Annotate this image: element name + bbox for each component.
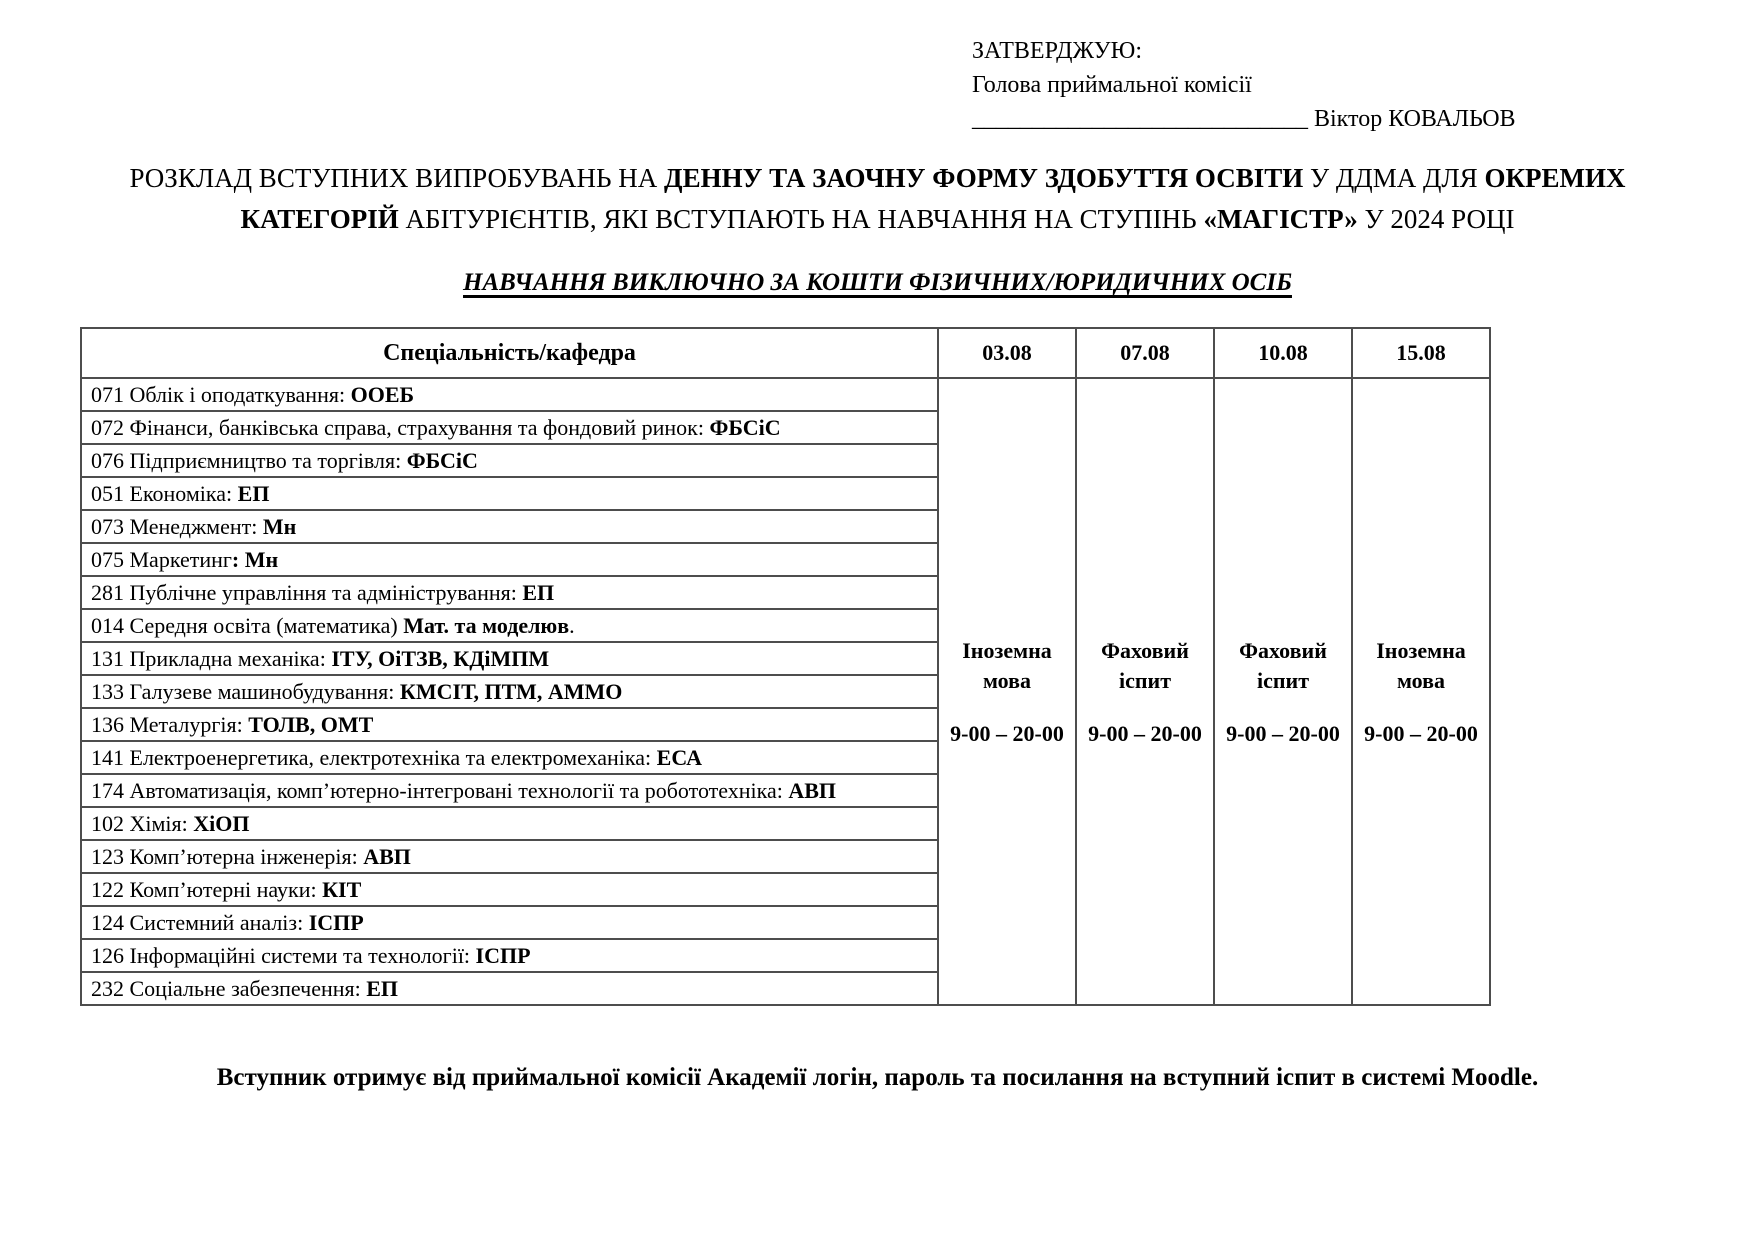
specialty-label: 136 Металургія: [91,711,249,737]
header-row [81,328,1490,378]
approval-heading: ЗАТВЕРДЖУЮ: [972,38,1142,64]
specialty-label: 133 Галузеве машинобудування: [91,678,400,704]
exam-name: Фаховий іспит [1239,638,1327,693]
page-title [98,158,1658,239]
specialty-cell [81,939,938,972]
exam-time: 9-00 – 20-00 [1226,721,1340,747]
specialty-cell [81,642,938,675]
specialty-cell [81,906,938,939]
specialty-cell [81,609,938,642]
exam-time: 9-00 – 20-00 [1364,721,1478,747]
title-segment-bold: ОКРЕМИХ КАТЕГОРІЙ [240,163,1626,234]
department-code: : Мн [231,546,279,572]
specialty-cell [81,708,938,741]
specialty-label: 174 Автоматизація, комп’ютерно-інтегровані технології та робототехніка: [91,777,789,803]
specialty-label: 075 Маркетинг [91,546,232,572]
exam-name: Іноземна мова [1376,638,1466,693]
department-code: ЕП [237,480,270,506]
signatory-name: Віктор КОВАЛЬОВ [1308,106,1516,133]
specialty-cell [81,873,938,906]
department-code: КІТ [322,876,362,902]
exam-cell-content [949,636,1065,747]
footer-note: Вступник отримує від приймальної комісії Академії логін, пароль та посилання на вступний іспит в системі Moodle. [216,1064,1539,1092]
specialty-label: 123 Комп’ютерна інженерія: [91,843,364,869]
department-code: ІТУ, ОіТЗВ, КДіМПМ [331,645,550,671]
specialty-label: 072 Фінанси, банківська справа, страхування та фондовий ринок: [91,414,710,440]
department-code: ФБСіС [406,447,478,473]
specialty-label: 131 Прикладна механіка: [91,645,332,671]
specialty-cell [81,378,938,411]
schedule-table [80,327,1491,1006]
col-header-date-2: 07.08 [1076,328,1214,378]
specialty-cell [81,576,938,609]
specialty-suffix: . [569,612,575,638]
col-header-date-4: 15.08 [1352,328,1490,378]
col-header-date-1: 03.08 [938,328,1076,378]
title-segment: У ДДМА ДЛЯ [1303,163,1485,194]
approval-signature [972,102,1755,136]
specialty-label: 141 Електроенергетика, електротехніка та електромеханіка: [91,744,657,770]
specialty-rows [81,378,1490,1005]
title-segment: У 2024 РОЦІ [1357,203,1515,234]
specialty-cell [81,741,938,774]
department-code: ФБСіС [709,414,781,440]
specialty-label: 122 Комп’ютерні науки: [91,876,323,902]
department-code: ЕСА [656,744,702,770]
department-code: ІСПР [308,909,364,935]
specialty-label: 232 Соціальне забезпечення: [91,975,367,1001]
exam-cell-content [1225,636,1341,747]
department-code: АВП [363,843,411,869]
exam-cell-content [1363,636,1479,747]
specialty-cell [81,444,938,477]
specialty-cell [81,807,938,840]
department-code: Мн [262,513,297,539]
specialty-cell [81,510,938,543]
department-code: ЕП [366,975,399,1001]
department-code: ООЕБ [350,381,415,407]
specialty-label: 073 Менеджмент: [91,513,263,539]
specialty-label: 071 Облік і оподаткування: [91,381,351,407]
exam-name: Фаховий іспит [1101,638,1189,693]
specialty-cell [81,477,938,510]
col-header-specialty: Спеціальність/кафедра [81,328,938,378]
approval-role: Голова приймальної комісії [972,72,1252,99]
specialty-label: 126 Інформаційні системи та технології: [91,942,476,968]
title-segment-bold: ДЕННУ ТА ЗАОЧНУ ФОРМУ ЗДОБУТТЯ ОСВІТИ [664,163,1304,194]
specialty-label: 281 Публічне управління та адміністрування: [91,579,523,605]
specialty-label: 124 Системний аналіз: [91,909,309,935]
department-code: ЕП [522,579,555,605]
title-segment: АБІТУРІЄНТІВ, ЯКІ ВСТУПАЮТЬ НА НАВЧАННЯ НА СТУПІНЬ [398,203,1204,234]
title-segment: РОЗКЛАД ВСТУПНИХ ВИПРОБУВАНЬ НА [129,163,665,194]
specialty-cell [81,774,938,807]
department-code: АВП [788,777,837,803]
specialty-cell [81,675,938,708]
department-code: ІСПР [475,942,531,968]
department-code: ХіОП [193,810,250,836]
approval-block [972,34,1755,136]
exam-cell [1214,378,1352,1005]
department-code: КМСІТ, ПТМ, АММО [399,678,623,704]
title-segment-bold: «МАГІСТР» [1203,203,1358,234]
exam-cell [1352,378,1490,1005]
department-code: ТОЛВ, ОМТ [248,711,374,737]
specialty-label: 014 Середня освіта (математика) [91,612,404,638]
exam-cell [938,378,1076,1005]
specialty-cell [81,840,938,873]
subtitle-row [0,269,1755,297]
subtitle-text: НАВЧАННЯ ВИКЛЮЧНО ЗА КОШТИ ФІЗИЧНИХ/ЮРИДИЧНИХ ОСІБ [463,269,1292,297]
specialty-cell [81,543,938,576]
specialty-cell [81,972,938,1005]
col-header-date-3: 10.08 [1214,328,1352,378]
specialty-cell [81,411,938,444]
specialty-label: 076 Підприємництво та торгівля: [91,447,407,473]
department-code: Мат. та моделюв [403,612,570,638]
exam-cell-content [1087,636,1203,747]
exam-time: 9-00 – 20-00 [950,721,1064,747]
exam-time: 9-00 – 20-00 [1088,721,1202,747]
exam-name: Іноземна мова [962,638,1052,693]
table-row [81,378,1490,411]
specialty-label: 102 Хімія: [91,810,194,836]
specialty-label: 051 Економіка: [91,480,238,506]
signature-line: ____________________________ [972,106,1308,133]
exam-cell [1076,378,1214,1005]
